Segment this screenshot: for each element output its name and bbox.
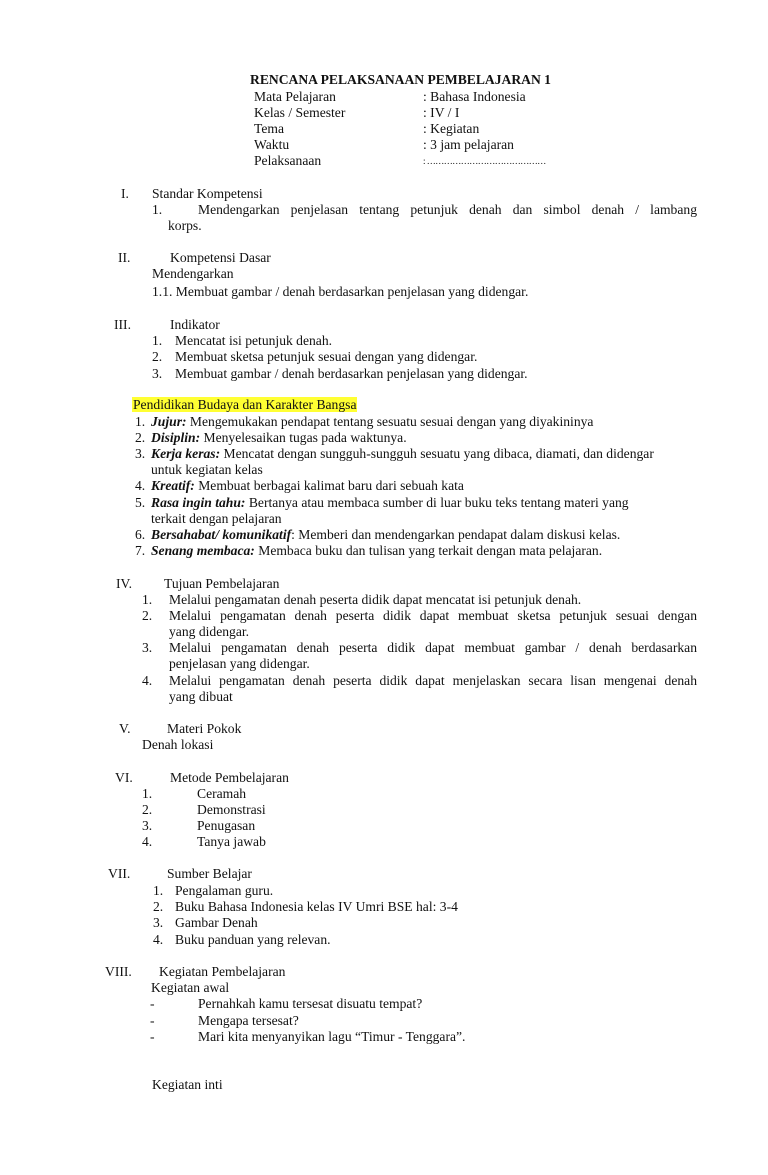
list-number: 4. — [153, 932, 164, 947]
header-label: Mata Pelajaran — [254, 89, 336, 104]
list-item — [151, 414, 593, 430]
list-number: 4. — [142, 673, 153, 688]
section-heading: Standar Kompetensi — [152, 186, 263, 201]
section-number: VI. — [115, 770, 133, 785]
list-item-text: Melalui pengamatan denah peserta didik dapat menjelaskan secara lisan mengenai denah — [169, 673, 697, 688]
header-value: : Bahasa Indonesia — [423, 89, 526, 104]
list-bullet: - — [150, 996, 155, 1011]
list-number: 1. — [153, 883, 164, 898]
keyword: Bersahabat/ komunikatif — [151, 527, 292, 542]
list-number: 1. — [142, 592, 153, 607]
item-text-cont: terkait dengan pelajaran — [151, 511, 282, 526]
section-heading: Indikator — [170, 317, 220, 332]
keyword: Senang membaca: — [151, 543, 255, 558]
list-item-text: Melalui pengamatan denah peserta didik dapat membuat sketsa petunjuk sesuai dengan — [169, 608, 697, 623]
list-item-text: Pernahkah kamu tersesat disuatu tempat? — [198, 996, 423, 1011]
list-number: 3. — [142, 818, 153, 833]
section-number: II. — [118, 250, 131, 265]
list-item — [151, 446, 654, 462]
list-item-text: Membuat sketsa petunjuk sesuai dengan yang didengar. — [175, 349, 478, 364]
list-number: 3. — [152, 366, 163, 381]
list-item-text-cont: korps. — [168, 218, 202, 233]
list-item-text: Mendengarkan penjelasan tentang petunjuk denah dan simbol denah / lambang — [198, 202, 697, 217]
list-item-text: Mengapa tersesat? — [198, 1013, 299, 1028]
header-label: Tema — [254, 121, 284, 136]
list-item-text: Gambar Denah — [175, 915, 258, 930]
section-subheading: Kegiatan inti — [152, 1077, 223, 1092]
list-bullet: - — [150, 1013, 155, 1028]
section-heading: Sumber Belajar — [167, 866, 252, 881]
list-item — [151, 430, 407, 446]
section-heading: Tujuan Pembelajaran — [164, 576, 280, 591]
list-number: 1. — [142, 786, 153, 801]
section-number: IV. — [116, 576, 132, 591]
item-text: Bertanya atau membaca sumber di luar buku teks tentang materi yang — [245, 495, 629, 510]
list-item-text: Ceramah — [197, 786, 247, 801]
header-value: : IV / I — [423, 105, 460, 120]
keyword: Jujur: — [151, 414, 187, 429]
header-label: Pelaksanaan — [254, 153, 322, 168]
list-item-text: Demonstrasi — [197, 802, 266, 817]
list-number: 1. — [152, 333, 163, 348]
header-value: : …………………………………… — [423, 156, 546, 166]
item-text: Menyelesaikan tugas pada waktunya. — [200, 430, 407, 445]
header-value: : 3 jam pelajaran — [423, 137, 514, 152]
list-number: 7. — [135, 543, 146, 558]
list-item-text: Buku Bahasa Indonesia kelas IV Umri BSE hal: 3-4 — [175, 899, 458, 914]
header-label: Waktu — [254, 137, 290, 152]
item-text: Mencatat dengan sungguh-sungguh sesuatu yang dibaca, diamati, dan didengar — [220, 446, 654, 461]
list-item-text: Melalui pengamatan denah peserta didik dapat membuat gambar / denah berdasarkan — [169, 640, 697, 655]
section-heading: Metode Pembelajaran — [170, 770, 289, 785]
list-number: 5. — [135, 495, 146, 510]
list-item-text: Pengalaman guru. — [175, 883, 274, 898]
highlighted-heading: Pendidikan Budaya dan Karakter Bangsa — [133, 397, 357, 412]
header-label: Kelas / Semester — [254, 105, 346, 120]
list-item-text: 1.1. Membuat gambar / denah berdasarkan penjelasan yang didengar. — [152, 284, 529, 299]
section-number: I. — [121, 186, 129, 201]
section-number: V. — [119, 721, 131, 736]
list-item-text: Penugasan — [197, 818, 256, 833]
list-item-text-cont: penjelasan yang didengar. — [169, 656, 310, 671]
keyword: Kerja keras: — [151, 446, 221, 461]
list-item-text: Mencatat isi petunjuk denah. — [175, 333, 333, 348]
section-heading: Materi Pokok — [167, 721, 242, 736]
list-number: 1. — [135, 414, 146, 429]
list-bullet: - — [150, 1029, 155, 1044]
list-number: 1. — [152, 202, 163, 217]
list-number: 6. — [135, 527, 146, 542]
item-text: : Memberi dan mendengarkan pendapat dalam diskusi kelas. — [291, 527, 621, 542]
section-number: VII. — [108, 866, 131, 881]
header-value: : Kegiatan — [423, 121, 480, 136]
keyword: Kreatif: — [151, 478, 195, 493]
section-number: III. — [114, 317, 131, 332]
keyword: Rasa ingin tahu: — [151, 495, 246, 510]
item-text: Mengemukakan pendapat tentang sesuatu sesuai dengan yang diyakininya — [186, 414, 594, 429]
section-number: VIII. — [105, 964, 132, 979]
list-number: 4. — [135, 478, 146, 493]
list-number: 3. — [135, 446, 146, 461]
section-subheading: Kegiatan awal — [151, 980, 230, 995]
list-item-text: Buku panduan yang relevan. — [175, 932, 331, 947]
item-text: Membaca buku dan tulisan yang terkait dengan mata pelajaran. — [254, 543, 603, 558]
section-heading: Kegiatan Pembelajaran — [159, 964, 286, 979]
list-number: 3. — [153, 915, 164, 930]
keyword: Disiplin: — [151, 430, 201, 445]
list-item — [151, 527, 620, 543]
item-text-cont: untuk kegiatan kelas — [151, 462, 263, 477]
list-item-text-cont: yang didengar. — [169, 624, 250, 639]
document-title: RENCANA PELAKSANAAN PEMBELAJARAN 1 — [250, 72, 551, 87]
section-subheading: Mendengarkan — [152, 266, 234, 281]
section-heading: Kompetensi Dasar — [170, 250, 271, 265]
section-subheading: Denah lokasi — [142, 737, 214, 752]
item-text: Membuat berbagai kalimat baru dari sebuah kata — [194, 478, 464, 493]
list-item — [151, 495, 629, 511]
list-number: 3. — [142, 640, 153, 655]
list-item-text: Melalui pengamatan denah peserta didik dapat mencatat isi petunjuk denah. — [169, 592, 582, 607]
list-item-text: Mari kita menyanyikan lagu “Timur - Tenggara”. — [198, 1029, 466, 1044]
list-number: 2. — [152, 349, 163, 364]
list-item-text: Tanya jawab — [197, 834, 266, 849]
list-item — [151, 478, 464, 494]
list-number: 2. — [142, 802, 153, 817]
list-number: 2. — [142, 608, 153, 623]
list-item — [151, 543, 602, 559]
list-number: 4. — [142, 834, 153, 849]
list-item-text: Membuat gambar / denah berdasarkan penjelasan yang didengar. — [175, 366, 528, 381]
list-number: 2. — [135, 430, 146, 445]
list-number: 2. — [153, 899, 164, 914]
list-item-text-cont: yang dibuat — [169, 689, 233, 704]
